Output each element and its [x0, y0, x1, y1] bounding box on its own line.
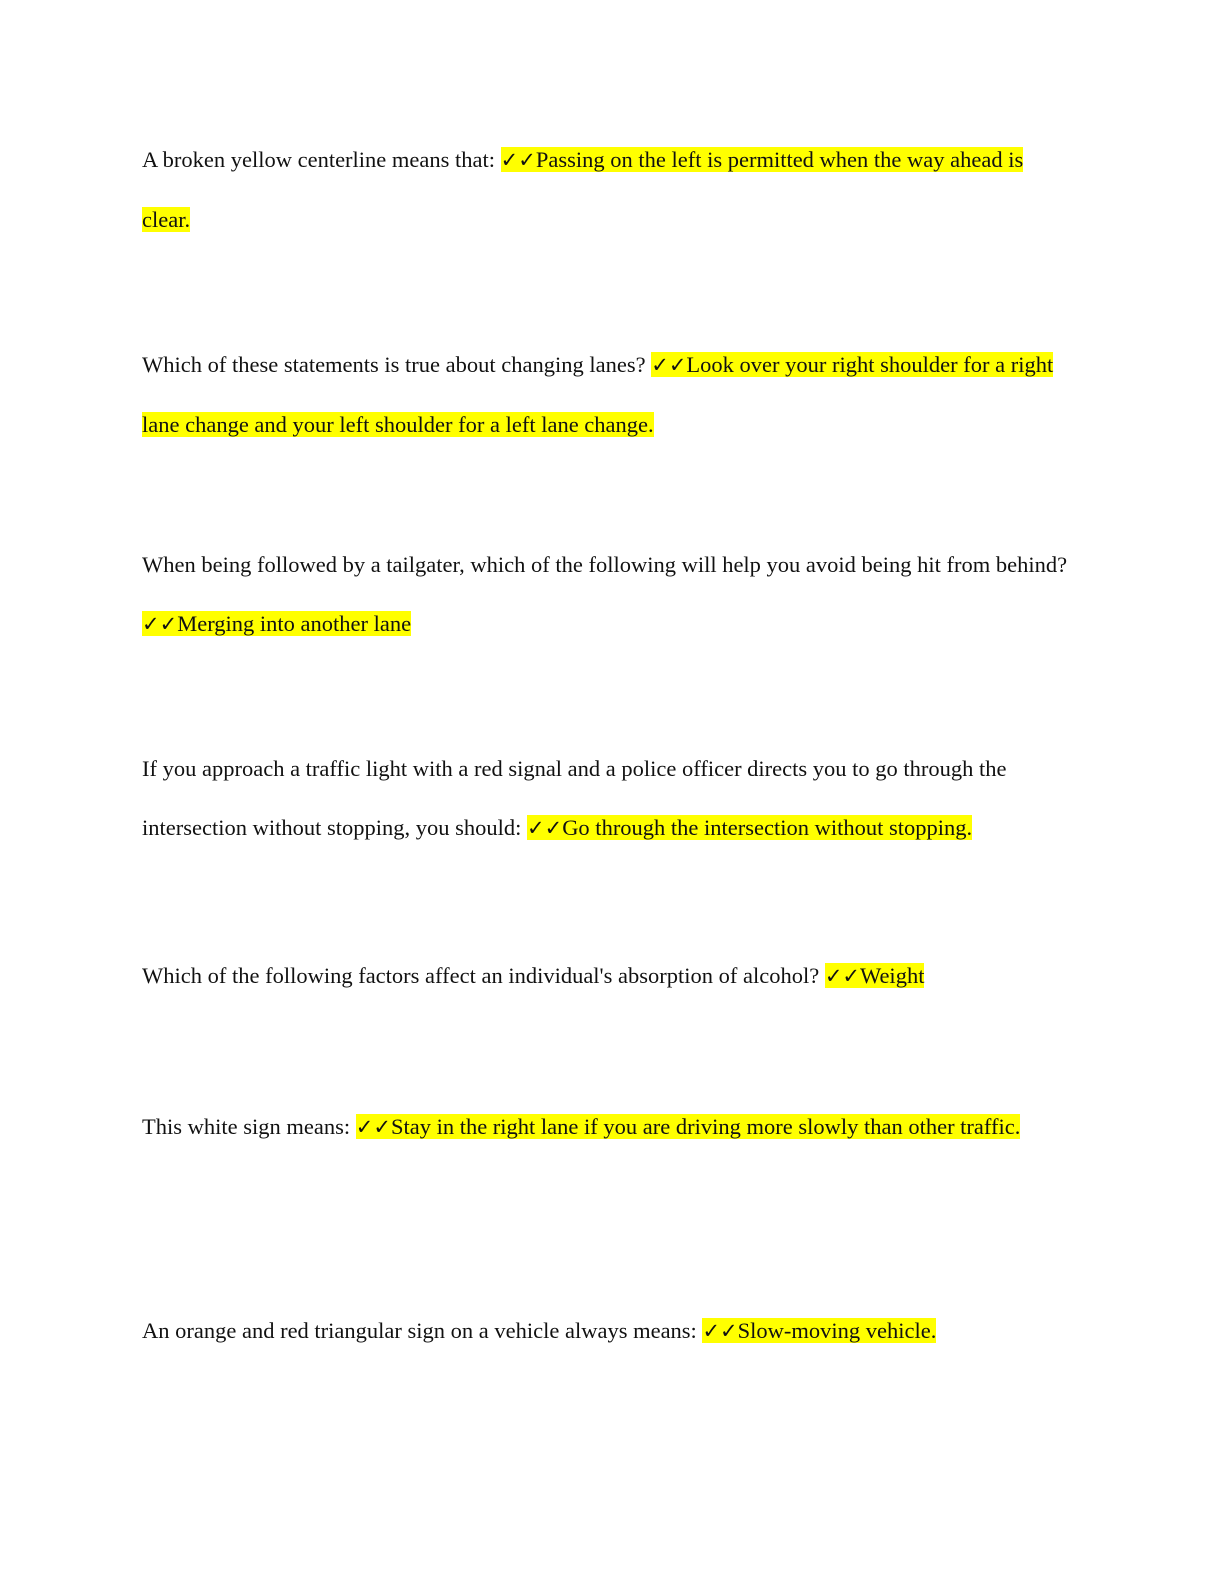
- question-text: This white sign means:: [142, 1114, 351, 1139]
- double-check-icon: ✓✓: [526, 816, 563, 840]
- double-check-icon: ✓✓: [355, 1115, 391, 1139]
- answer-text: Passing on the left is permitted when the way ahead is clear.: [142, 147, 1024, 232]
- answer-highlight: [356, 1114, 1021, 1139]
- qa-item: [142, 1301, 1072, 1361]
- double-check-icon: ✓✓: [500, 148, 536, 172]
- answer-text: Stay in the right lane if you are driving more slowly than other traffic.: [390, 1114, 1021, 1139]
- question-text: Which of the following factors affect an individual's absorption of alcohol?: [142, 963, 820, 988]
- qa-item: [142, 946, 1072, 1006]
- question-text: When being followed by a tailgater, which of the following will help you avoid being hit from behind?: [142, 552, 1068, 577]
- answer-text: Slow-moving vehicle.: [737, 1318, 937, 1343]
- answer-highlight: [527, 815, 972, 840]
- double-check-icon: ✓✓: [824, 964, 861, 988]
- answer-text: Merging into another lane: [177, 611, 412, 636]
- question-text: If you approach a traffic light with a red signal and a police officer directs you to go through the intersection without stopping, you should:: [142, 756, 1007, 840]
- double-check-icon: ✓✓: [142, 612, 178, 636]
- double-check-icon: ✓✓: [651, 353, 687, 377]
- question-text: Which of these statements is true about changing lanes?: [142, 352, 646, 377]
- qa-item: [142, 335, 1072, 454]
- answer-highlight: [825, 963, 925, 988]
- answer-highlight: [142, 611, 411, 636]
- question-text: An orange and red triangular sign on a vehicle always means:: [142, 1318, 697, 1343]
- qa-item: [142, 739, 1072, 858]
- double-check-icon: ✓✓: [702, 1319, 738, 1343]
- qa-item: [142, 1097, 1072, 1157]
- answer-highlight: [702, 1318, 936, 1343]
- qa-item: [142, 535, 1072, 654]
- question-text: A broken yellow centerline means that:: [142, 147, 496, 172]
- answer-text: Look over your right shoulder for a right lane change and your left shoulder for a left lane change.: [142, 352, 1054, 437]
- answer-text: Weight: [860, 963, 925, 988]
- qa-item: [142, 130, 1072, 249]
- answer-text: Go through the intersection without stopping.: [562, 815, 973, 840]
